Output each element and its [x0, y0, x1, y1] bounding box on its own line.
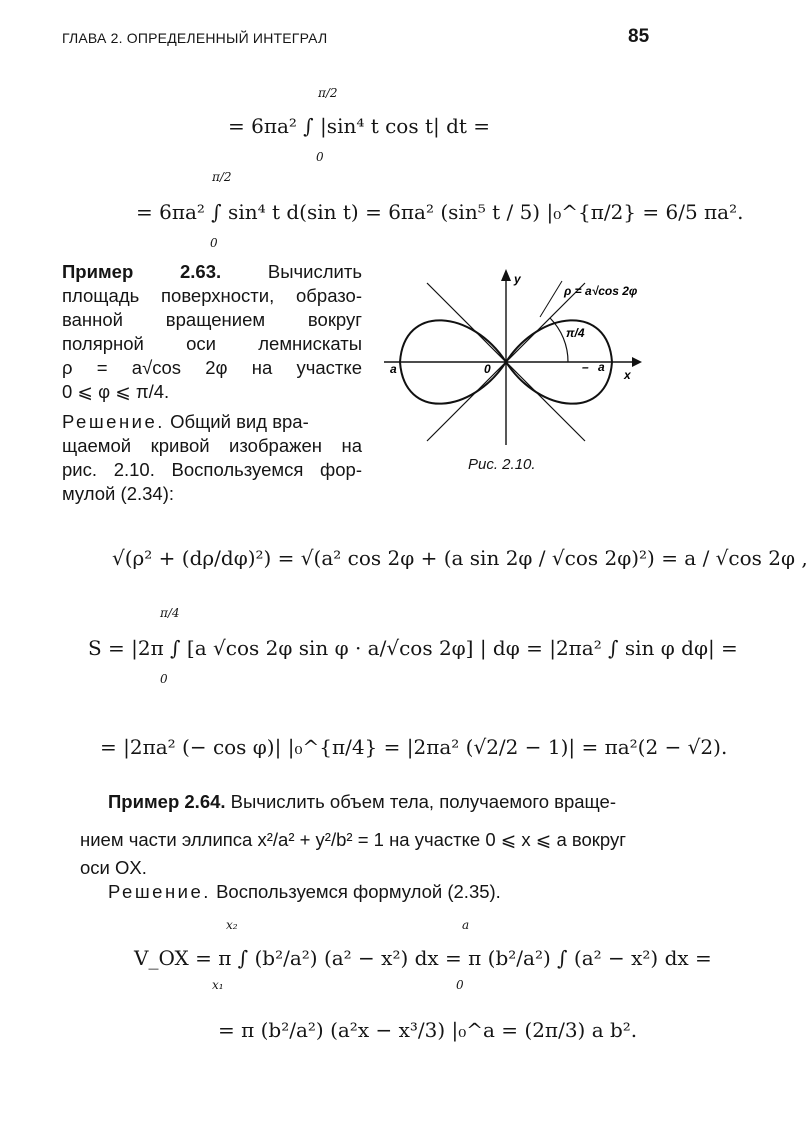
integral-upper-limit: π/2 — [318, 86, 338, 100]
formula-line-2: = 6πa² ∫ sin⁴ t d(sin t) = 6πa² (sin⁵ t / 5) |₀^{π/2} = 6/5 πa². — [136, 200, 744, 224]
label-minus: – — [582, 360, 589, 374]
lemniscate-figure — [380, 265, 650, 450]
label-curve: ρ = a√cos 2φ — [564, 284, 638, 298]
formula-volume-result: = π (b²/a²) (a²x − x³/3) |₀^a = (2π/3) a b². — [218, 1018, 638, 1042]
integral-lower-limit: 0 — [210, 236, 218, 250]
label-a-right: a — [598, 360, 605, 374]
ray-line — [540, 281, 562, 317]
example-263-text: Пример 2.63. Вычислить площадь поверхности, образо- ванной вращением вокруг полярной оси лемнискаты ρ = a√cos 2φ на участке 0 ⩽ φ ⩽ π/4. Решение. Общий вид вра- щаемой кривой изображен на рис. 2.10. Воспользуемся фор- мулой (2.34): — [62, 261, 362, 504]
integral-upper-limit: x₂ — [226, 918, 238, 932]
chapter-header: ГЛАВА 2. ОПРЕДЕЛЕННЫЙ ИНТЕГРАЛ — [62, 30, 328, 46]
formula-line-1: = 6πa² ∫ |sin⁴ t cos t| dt = — [228, 114, 491, 138]
integral-upper-limit: π/2 — [212, 170, 232, 184]
example-264-line-2: нием части эллипса x²/a² + y²/b² = 1 на участке 0 ⩽ x ⩽ a вокруг — [80, 829, 626, 850]
page-number: 85 — [628, 26, 650, 47]
label-a-left: a — [390, 362, 397, 376]
example-264-line-1: Пример 2.64. Вычислить объем тела, получаемого враще- — [108, 791, 617, 812]
integral-lower-limit: x₁ — [212, 978, 224, 992]
solution-label: Решение. — [62, 411, 165, 432]
formula-volume-line: V_OX = π ∫ (b²/a²) (a² − x²) dx = π (b²/a²) ∫ (a² − x²) dx = — [134, 946, 712, 970]
label-angle: π/4 — [566, 326, 585, 340]
integral-lower-limit: 0 — [456, 978, 464, 992]
formula-s-line: S = |2π ∫ [a √cos 2φ sin φ · a/√cos 2φ] | dφ = |2πa² ∫ sin φ dφ| = — [88, 636, 738, 660]
figure-caption: Рис. 2.10. — [468, 456, 536, 473]
integral-lower-limit: 0 — [160, 672, 168, 686]
solution-label: Решение. — [108, 881, 211, 902]
integral-upper-limit: a — [462, 918, 470, 932]
formula-result-line: = |2πa² (− cos φ)| |₀^{π/4} = |2πa² (√2/2 − 1)| = πa²(2 − √2). — [100, 735, 728, 759]
integral-lower-limit: 0 — [316, 150, 324, 164]
label-x: x — [624, 368, 631, 382]
example-263-label: Пример 2.63. — [62, 261, 222, 282]
example-264-label: Пример 2.64. — [108, 791, 226, 812]
label-origin: 0 — [484, 362, 491, 376]
example-264-line-3: оси OX. — [80, 857, 147, 878]
example-264-solution: Решение. Воспользуемся формулой (2.35). — [108, 881, 501, 902]
label-y: y — [514, 272, 521, 286]
integral-upper-limit: π/4 — [160, 606, 180, 620]
formula-sqrt-line: √(ρ² + (dρ/dφ)²) = √(a² cos 2φ + (a sin 2φ / √cos 2φ)²) = a / √cos 2φ , — [112, 546, 808, 570]
